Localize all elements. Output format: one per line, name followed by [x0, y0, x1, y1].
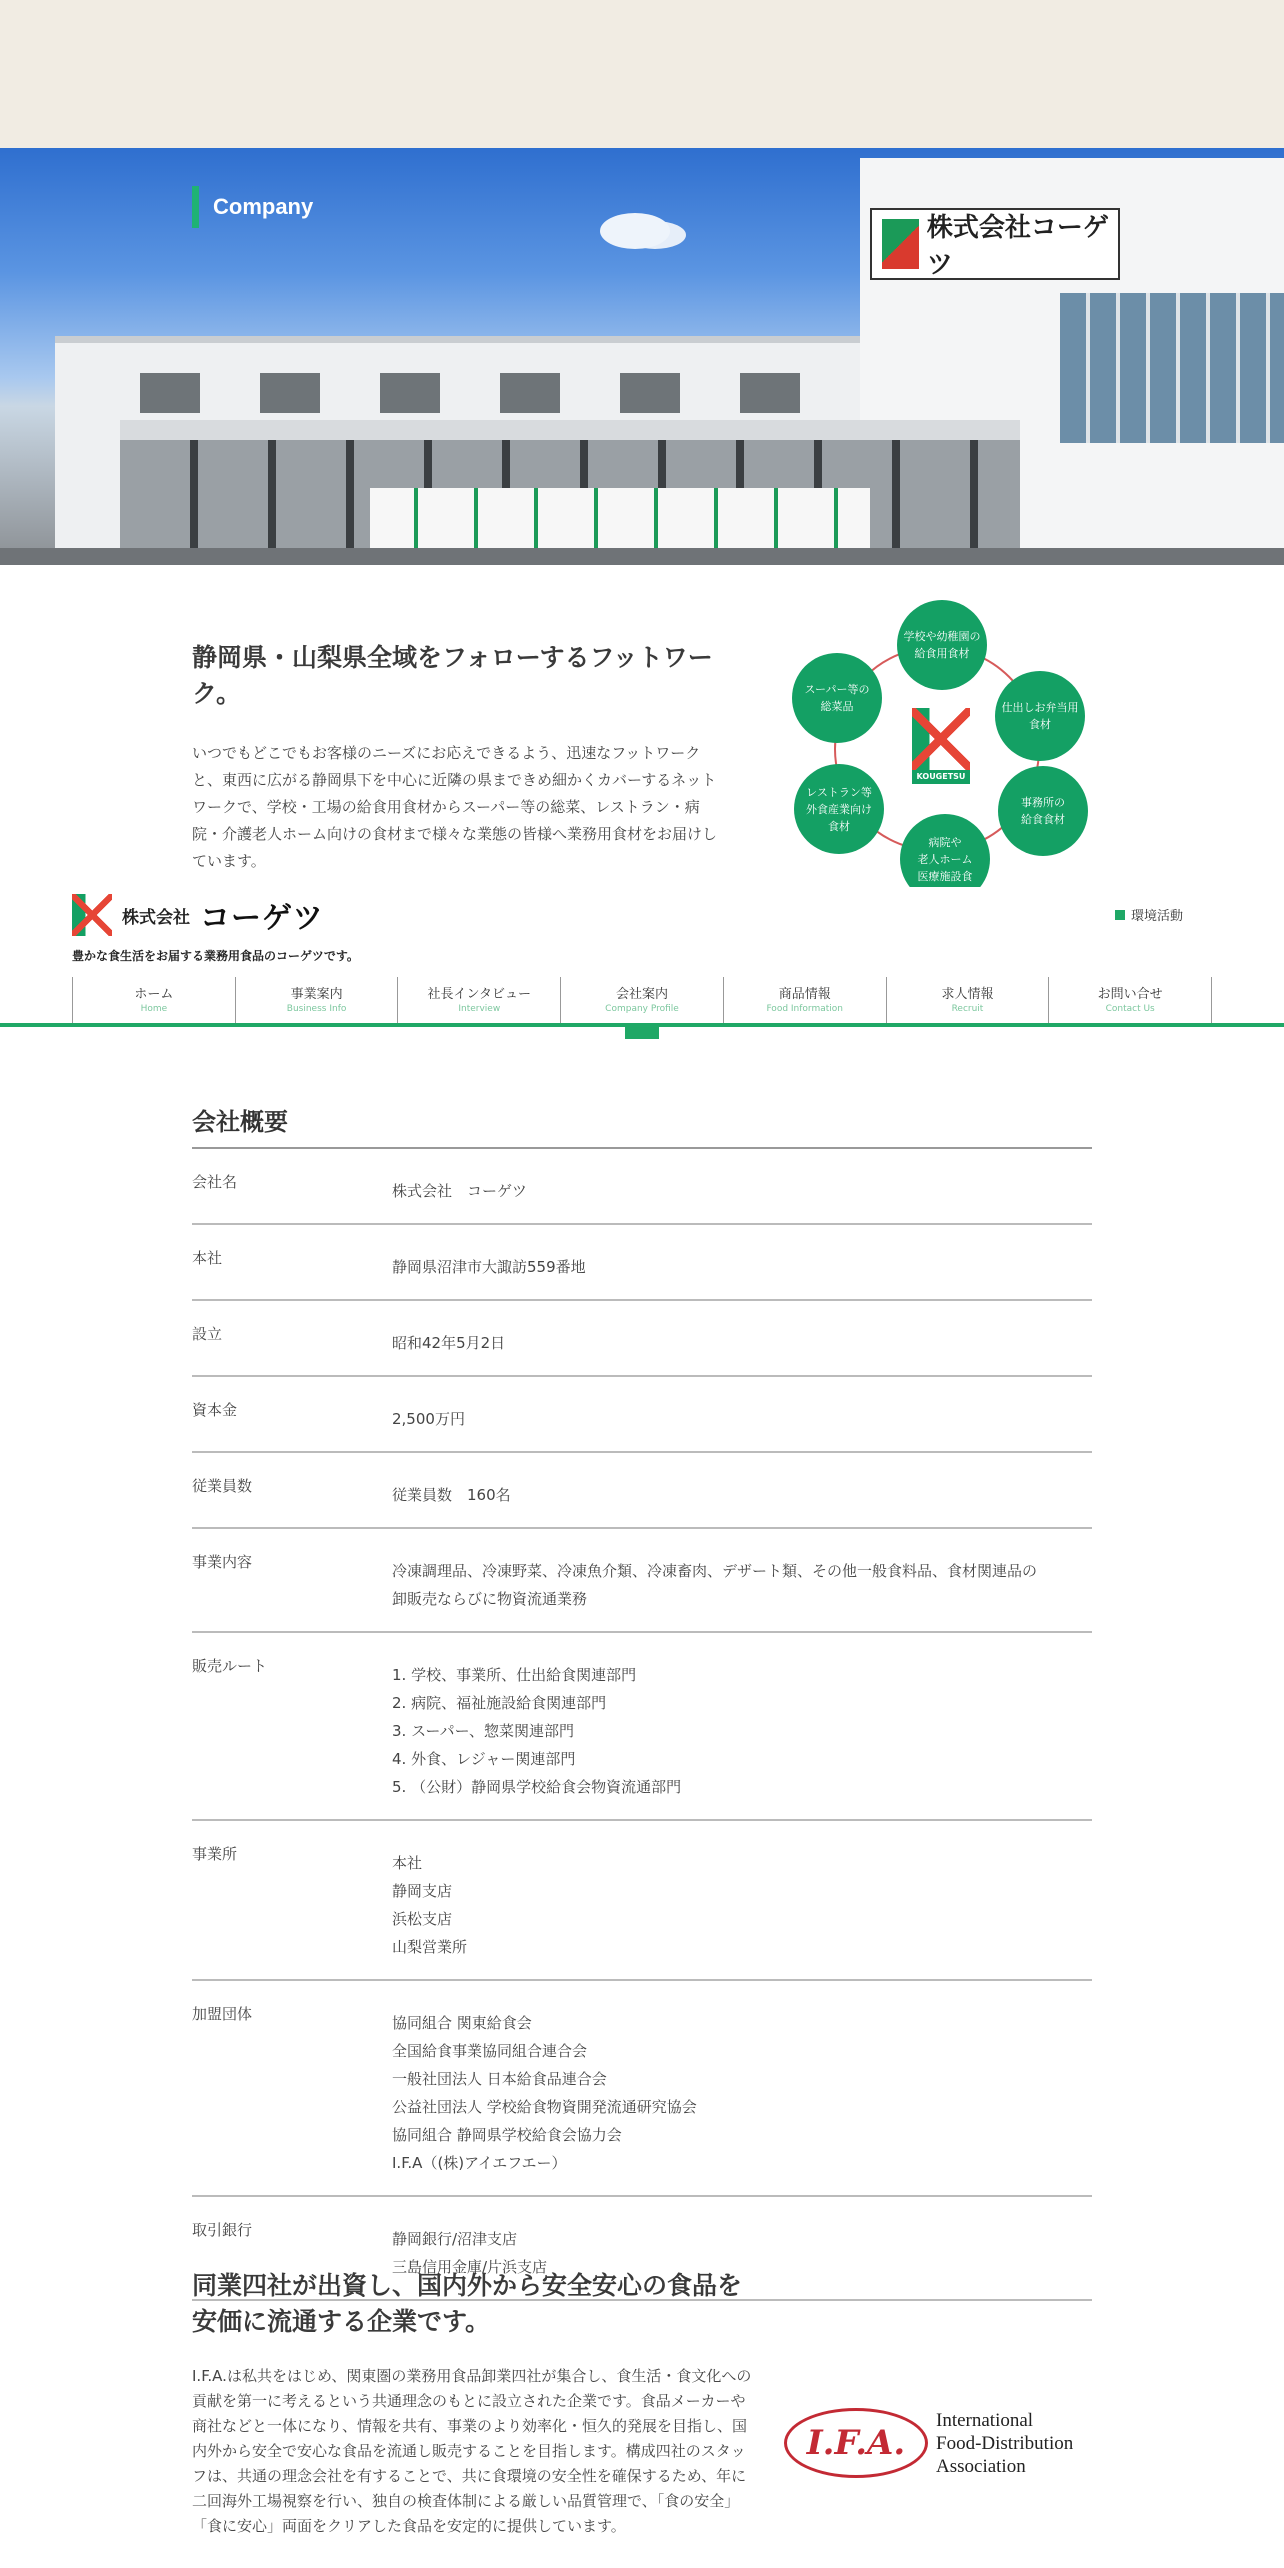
service-diagram: [782, 598, 1092, 888]
node-line: 総菜品: [820, 700, 854, 713]
node-line: 学校や幼稚園の: [903, 630, 981, 643]
diagram-node-supermarket: [792, 653, 882, 743]
profile-label: 資本金: [192, 1401, 238, 1419]
profile-label: 本社: [192, 1249, 223, 1267]
ifa-logo-text: [936, 2409, 1073, 2478]
top-band: [0, 0, 1284, 148]
profile-row: [192, 1301, 1092, 1377]
node-line: 食材: [1029, 718, 1051, 731]
nav-sublabel: Recruit: [951, 1004, 984, 1014]
profile-value-line: 3. スーパー、惣菜関連部門: [392, 1722, 574, 1740]
node-line: 老人ホーム: [917, 852, 973, 866]
nav-label: ホーム: [134, 987, 174, 1002]
company-profile: [192, 1102, 1092, 2301]
profile-value-line: 2. 病院、福祉施設給食関連部門: [392, 1694, 607, 1712]
nav-home[interactable]: [72, 977, 235, 1023]
nav-company[interactable]: [560, 977, 723, 1023]
k-logo-icon: [72, 894, 112, 936]
node-line: レストラン等: [806, 785, 872, 799]
sign-logo-icon: [882, 219, 919, 269]
k-logo-icon: [912, 708, 970, 770]
nav-sublabel: Interview: [458, 1004, 501, 1014]
profile-row: [192, 1981, 1092, 2197]
warehouse-windows: [140, 373, 840, 413]
ifa-section: [192, 2268, 1092, 2539]
profile-value: [392, 1247, 1092, 1281]
square-icon: [1115, 910, 1125, 920]
profile-value-line: 三島信用金庫/片浜支店: [392, 2258, 548, 2276]
profile-value-line: 1. 学校、事業所、仕出給食関連部門: [392, 1666, 637, 1684]
diagram-node-office: [998, 766, 1088, 856]
profile-value-line: 静岡県沼津市大諏訪559番地: [392, 1258, 586, 1276]
kougetsu-logo: [912, 708, 970, 788]
nav-label: 社長インタビュー: [427, 987, 532, 1002]
nav-sublabel: Business Info: [286, 1004, 347, 1014]
nav-underline: [0, 1023, 1284, 1027]
node-line: 病院や: [928, 835, 962, 849]
profile-value: [392, 1399, 1092, 1433]
nav-recruit[interactable]: [886, 977, 1049, 1023]
profile-value-line: 4. 外食、レジャー関連部門: [392, 1750, 576, 1768]
profile-label: 会社名: [192, 1173, 238, 1191]
profile-value: [392, 1323, 1092, 1357]
ifa-logo-line: Food-Distribution: [936, 2432, 1074, 2454]
profile-label: 設立: [192, 1325, 223, 1343]
profile-row: [192, 1821, 1092, 1981]
nav-business[interactable]: [235, 977, 398, 1023]
ifa-logo-line: International: [936, 2409, 1034, 2431]
nav-label: 求人情報: [941, 987, 994, 1002]
node-line: 食材: [828, 819, 850, 833]
active-indicator: [625, 1025, 659, 1039]
diagram-node-school: [897, 600, 987, 690]
ifa-heading: 同業四社が出資し、国内外から安全安心の食品を安価に流通する企業です。: [192, 2271, 743, 2336]
profile-row: [192, 1633, 1092, 1821]
nav-sublabel: Food Information: [766, 1004, 843, 1014]
profile-value-line: 冷凍調理品、冷凍野菜、冷凍魚介類、冷凍畜肉、デザート類、その他一般食料品、食材関連品の: [392, 1562, 1038, 1580]
profile-value-line: 2,500万円: [392, 1410, 465, 1428]
profile-value: [392, 1475, 1092, 1509]
intro-section: [192, 640, 722, 875]
brand-logo[interactable]: [72, 893, 324, 937]
profile-value-line: 全国給食事業協同組合連合会: [392, 2042, 588, 2060]
profile-value: [392, 2003, 1092, 2177]
profile-value-line: 山梨営業所: [392, 1938, 468, 1956]
nav-products[interactable]: [723, 977, 886, 1023]
profile-value-line: I.F.A（(株)アイエフエー）: [392, 2154, 567, 2172]
profile-label: 販売ルート: [192, 1657, 268, 1675]
profile-value-line: 5. （公財）静岡県学校給食会物資流通部門: [392, 1778, 682, 1796]
profile-value: [392, 1843, 1092, 1961]
profile-value: [392, 1655, 1092, 1801]
nav-contact[interactable]: [1048, 977, 1212, 1023]
node-line: 医療施設食: [917, 869, 973, 883]
node-line: 仕出しお弁当用: [1001, 701, 1079, 714]
nav-label: 商品情報: [778, 987, 831, 1002]
cloud: [600, 213, 670, 249]
profile-value-line: 浜松支店: [392, 1910, 453, 1928]
nav-sublabel: Contact Us: [1105, 1004, 1155, 1014]
profile-value-line: 協同組合 関東給食会: [392, 2014, 532, 2032]
site-header: [0, 887, 1284, 1027]
hero-label: [192, 186, 313, 228]
profile-value-line: 静岡銀行/沼津支店: [392, 2230, 518, 2248]
profile-value-line: 昭和42年5月2日: [392, 1334, 506, 1352]
brand-name: コーゲツ: [200, 901, 324, 936]
profile-value-line: 公益社団法人 学校給食物資開発流通研究協会: [392, 2098, 697, 2116]
profile-label: 事業所: [192, 1845, 238, 1863]
profile-table: [192, 1149, 1092, 2301]
tagline: 豊かな食生活をお届する業務用食品のコーゲツです。: [72, 949, 359, 963]
ifa-logo-line: Association: [936, 2455, 1026, 2477]
profile-value-line: 本社: [392, 1854, 423, 1872]
intro-body: いつでもどこでもお客様のニーズにお応えできるよう、迅速なフットワークと、東西に広がる静岡県下を中心に近隣の県まできめ細かくカバーするネットワークで、学校・工場の給食用食材からスーパー等の総菜、レストラン・病院・介護老人ホーム向けの食材まで様々な業態の皆様へ業務用食材をお届けしています。: [192, 744, 718, 870]
ground: [0, 548, 1284, 565]
sign-text: 株式会社コーゲツ: [926, 213, 1109, 280]
node-line: 事務所の: [1021, 796, 1065, 809]
profile-label: 事業内容: [192, 1553, 253, 1571]
ifa-body: I.F.A.は私共をはじめ、関東圏の業務用食品卸業四社が集合し、食生活・食文化への貢献を第一に考えるという共通理念のもとに設立された企業です。食品メーカーや商社などと一体になり、情報を共有、事業のより効率化・恒久的発展を目指し、国内外から安全で安心な食品を流通し販売することを目指します。構成四社のスタッフは、共通の理念会社を有することで、共に食環境の安全性を確保するため、年に二回海外工場視察を行い、独自の検査体制による厳しい品質管理で、「食の安全」「食に安心」両面をクリアした食品を安定的に提供しています。: [192, 2367, 752, 2535]
profile-row: [192, 1453, 1092, 1529]
profile-label: 取引銀行: [192, 2221, 253, 2239]
profile-row: [192, 1149, 1092, 1225]
node-line: スーパー等の: [804, 683, 870, 696]
profile-value-line: 株式会社 コーゲツ: [392, 1182, 527, 1200]
nav-interview[interactable]: [397, 977, 560, 1023]
hero-label-bar: [192, 186, 199, 228]
intro-heading: 静岡県・山梨県全域をフォローするフットワーク。: [192, 643, 713, 708]
brand-small: 株式会社: [122, 907, 190, 928]
env-link-label: 環境活動: [1131, 909, 1184, 924]
profile-value-line: 協同組合 静岡県学校給食会協力会: [392, 2126, 622, 2144]
profile-row: [192, 1529, 1092, 1633]
ifa-logo-mark: I.F.A.: [784, 2408, 928, 2478]
tower-windows: [1060, 293, 1284, 443]
nav-sublabel: Company Profile: [605, 1004, 679, 1014]
nav-label: 会社案内: [616, 987, 669, 1002]
global-nav: [72, 977, 1212, 1023]
diagram-node-bento: [995, 671, 1085, 761]
profile-title: 会社概要: [192, 1102, 1092, 1149]
profile-value-line: 一般社団法人 日本給食品連合会: [392, 2070, 607, 2088]
nav-label: 事業案内: [290, 987, 343, 1002]
profile-value: [392, 1171, 1092, 1205]
profile-label: 加盟団体: [192, 2005, 253, 2023]
delivery-trucks: [370, 488, 870, 548]
node-line: 給食用食材: [914, 647, 970, 660]
hero-label-text: Company: [213, 194, 314, 219]
profile-label: 従業員数: [192, 1477, 253, 1495]
ifa-logo: [784, 2408, 1073, 2478]
logo-tag: KOUGETSU: [912, 770, 970, 784]
node-line: 給食食材: [1021, 813, 1065, 826]
loading-canopy: [120, 420, 1020, 440]
hero-banner: [0, 148, 1284, 565]
diagram-node-restaurant: [794, 764, 884, 854]
profile-row: [192, 1225, 1092, 1301]
building-sign: [870, 208, 1120, 280]
profile-row: [192, 1377, 1092, 1453]
node-line: 外食産業向け: [806, 802, 872, 816]
profile-value-line: 卸販売ならびに物資流通業務: [392, 1590, 588, 1608]
env-activity-link[interactable]: [1115, 905, 1183, 924]
profile-value-line: 静岡支店: [392, 1882, 453, 1900]
profile-value: [392, 1551, 1092, 1613]
nav-sublabel: Home: [140, 1004, 168, 1014]
profile-value-line: 従業員数 160名: [392, 1486, 511, 1504]
nav-label: お問い合せ: [1097, 987, 1163, 1002]
